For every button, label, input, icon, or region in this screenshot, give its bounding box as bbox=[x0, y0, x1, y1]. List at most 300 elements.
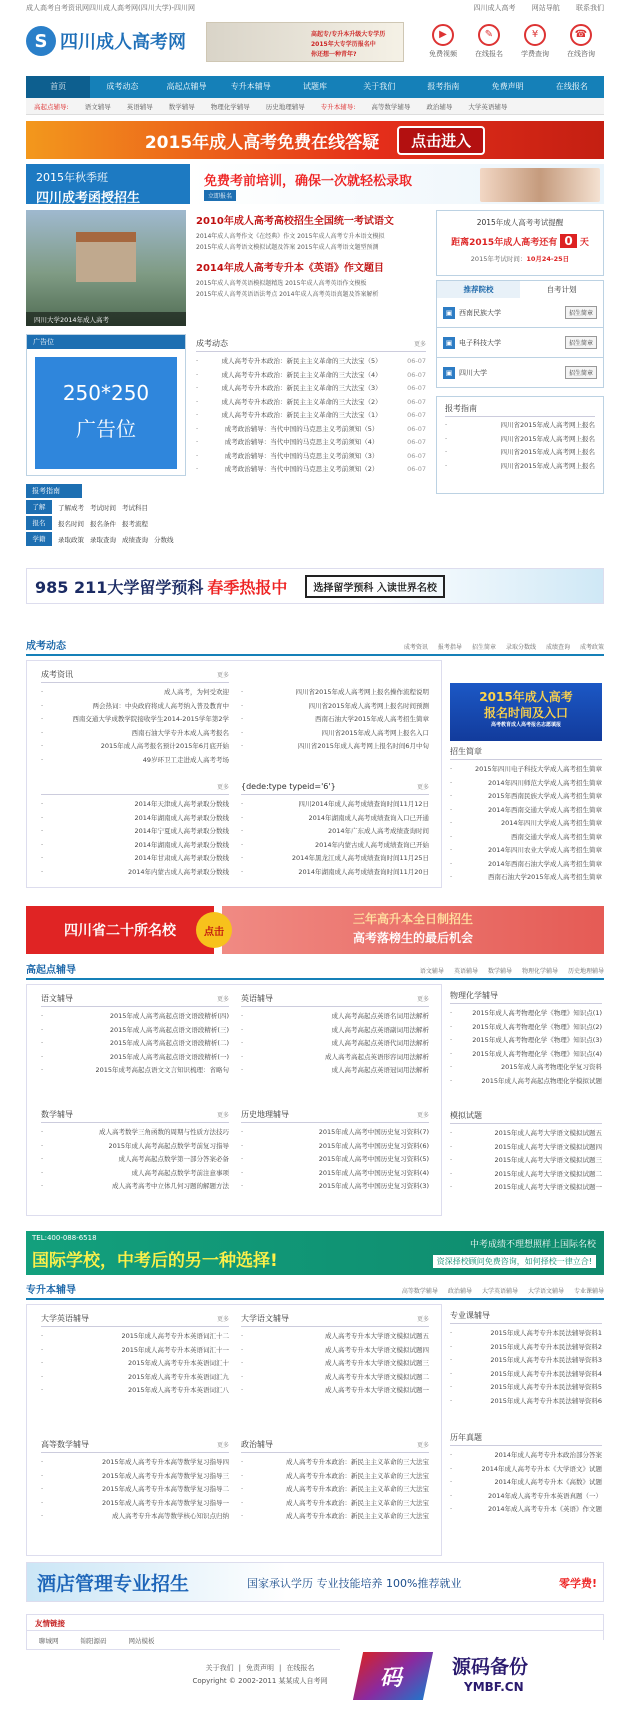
list-item[interactable] bbox=[241, 1330, 429, 1344]
more-link[interactable]: 更多 bbox=[416, 1112, 429, 1119]
list-item[interactable] bbox=[241, 1064, 429, 1078]
nav-item-guide[interactable]: 报考指南 bbox=[427, 82, 460, 91]
list-item-title: · 四川省2015年成人高考网上报名 bbox=[500, 421, 595, 429]
students-photo bbox=[480, 168, 600, 202]
guide-row-key: 报名 bbox=[26, 516, 52, 530]
signup-banner-b: 报名时间及入口 bbox=[483, 706, 568, 720]
list-item[interactable] bbox=[196, 355, 426, 369]
free-answer-button[interactable]: 点击进入 bbox=[397, 126, 485, 155]
list-item[interactable] bbox=[450, 1476, 602, 1490]
list-item[interactable] bbox=[450, 777, 602, 791]
nav-item-home[interactable]: 首页 bbox=[26, 76, 90, 98]
col-header bbox=[41, 1437, 229, 1453]
news-col-3 bbox=[41, 779, 229, 879]
footer-link[interactable]: 在线报名 bbox=[286, 1664, 315, 1672]
international-school-banner[interactable] bbox=[26, 1231, 604, 1275]
brochure-header bbox=[450, 744, 602, 760]
list-item[interactable] bbox=[41, 1024, 229, 1038]
list-item[interactable] bbox=[450, 1168, 602, 1182]
school-item[interactable] bbox=[436, 298, 604, 328]
gaoqi-box-2 bbox=[241, 991, 429, 1078]
list-item-title: · 成人高考高起点数学考前注意事项 bbox=[131, 1168, 229, 1177]
top-link-2[interactable]: 网站导航 bbox=[531, 4, 560, 12]
list-item-title: · 成人高考专升本政治：新民主主义革命的三大法宝 bbox=[286, 1498, 429, 1507]
list-item[interactable] bbox=[450, 1181, 602, 1195]
green-banner-b: 中考成绩不理想照样上国际名校 bbox=[469, 1240, 596, 1250]
more-link[interactable]: 更多 bbox=[416, 996, 429, 1003]
guide-link[interactable]: 了解成考 bbox=[58, 503, 84, 512]
more-link[interactable]: 更多 bbox=[216, 672, 229, 679]
section-tag[interactable]: 报考指导 bbox=[437, 644, 462, 651]
list-item[interactable] bbox=[241, 740, 429, 754]
campus-photo[interactable] bbox=[26, 210, 186, 326]
twenty-schools-banner[interactable] bbox=[26, 906, 604, 954]
recruit-slogan: 免费考前培训，确保一次就轻松录取 bbox=[204, 174, 413, 189]
list-item-title: · 2015年成人高考中国历史复习资料(7) bbox=[318, 1128, 429, 1136]
headline-sub[interactable]: 2015年成人高考语文模拟试题及答案 2015年成人高考语文题型预测 bbox=[196, 244, 379, 251]
recruit-banner[interactable] bbox=[26, 164, 604, 204]
list-item-title: · 2014年成人高考专升本英语真题（一） bbox=[487, 1491, 602, 1500]
zsb-box-3 bbox=[41, 1437, 229, 1524]
news-more-link[interactable]: 更多 bbox=[413, 341, 426, 348]
list-item[interactable] bbox=[241, 1371, 429, 1385]
section-tag[interactable]: 专业课辅导 bbox=[573, 1288, 604, 1295]
list-item-title: · 成人高考专升本大学语文模拟试题五 bbox=[325, 1332, 429, 1340]
campus-photo-caption: 四川大学2014年成人高考 bbox=[26, 312, 186, 326]
list-item[interactable] bbox=[41, 700, 229, 714]
nav-item-news[interactable]: 成考动态 bbox=[106, 82, 139, 91]
list-item[interactable] bbox=[41, 1330, 229, 1344]
headline-title-2[interactable]: 2014年成人高考专升本《英语》作文题目 bbox=[196, 263, 384, 274]
tab-recommended[interactable]: 推荐院校 bbox=[437, 281, 520, 298]
list-item[interactable] bbox=[241, 1153, 429, 1167]
list-item[interactable] bbox=[450, 804, 602, 818]
list-item[interactable] bbox=[41, 1483, 229, 1497]
quick-signup[interactable] bbox=[466, 24, 512, 59]
list-item[interactable] bbox=[445, 460, 595, 474]
list-item[interactable] bbox=[196, 423, 426, 437]
hotel-management-banner[interactable] bbox=[26, 1562, 604, 1602]
list-item[interactable] bbox=[41, 1344, 229, 1358]
list-item-title: · 2015年成人高考专升本英语词汇十 bbox=[127, 1359, 229, 1367]
nav-item-questions[interactable]: 试题库 bbox=[302, 82, 327, 91]
col-header bbox=[450, 988, 602, 1004]
list-item-date: 06-07 bbox=[407, 411, 426, 419]
list-item[interactable] bbox=[450, 1327, 602, 1341]
list-item-title: · 四川省2015年成人高考网上报名 bbox=[500, 434, 595, 443]
section-tag[interactable]: 物理化学辅导 bbox=[521, 968, 558, 975]
guide-link[interactable]: 分数线 bbox=[154, 535, 174, 544]
section-gaoqi-title bbox=[26, 962, 604, 980]
list-item-title: · 西南交通大学成人高考招生简章 bbox=[511, 832, 602, 841]
red-banner-click-button[interactable]: 点击 bbox=[196, 912, 232, 948]
nav-item-disclaimer[interactable]: 免费声明 bbox=[491, 82, 524, 91]
col-header bbox=[41, 991, 229, 1007]
header-banner[interactable] bbox=[206, 22, 404, 62]
list-item-title: · 2015年成人高考专升本英语词汇九 bbox=[127, 1372, 229, 1381]
video-icon: ▶ bbox=[432, 24, 454, 46]
subnav-item[interactable]: 高等数学辅导 bbox=[371, 102, 411, 111]
list-item-title: · 成人高考专升本政治：新民主主义革命的三大法宝（1） bbox=[221, 411, 382, 419]
more-link[interactable]: 更多 bbox=[216, 1442, 229, 1449]
list-item-title: · 成人高考高起点数学第一部分答案必备 bbox=[118, 1155, 229, 1163]
headline-title-1[interactable]: 2010年成人高考高校招生全国统一考试语文 bbox=[196, 216, 394, 227]
footer-link[interactable]: 关于我们 bbox=[205, 1664, 234, 1672]
list-item[interactable] bbox=[450, 1075, 602, 1089]
quick-online[interactable] bbox=[558, 24, 604, 59]
list-item-title: · 2015年成人高考专升本民法辅导资料1 bbox=[490, 1329, 602, 1337]
list-item-title: · 2015年成人高考专升本英语词汇十二 bbox=[121, 1332, 229, 1340]
section-tag[interactable]: 成绩查询 bbox=[545, 644, 570, 651]
list-item[interactable] bbox=[241, 825, 429, 839]
news-col-1 bbox=[41, 667, 229, 767]
list-item[interactable] bbox=[41, 1510, 229, 1524]
list-item[interactable] bbox=[41, 1384, 229, 1398]
red-banner-left: 四川省二十所名校 bbox=[26, 906, 214, 954]
school-brochure-button[interactable]: 招生简章 bbox=[565, 306, 597, 319]
friend-link[interactable]: 网站模板 bbox=[128, 1637, 155, 1645]
subnav-item[interactable]: 数学辅导 bbox=[168, 102, 195, 111]
nav-item-about[interactable]: 关于我们 bbox=[363, 82, 396, 91]
list-item[interactable] bbox=[41, 1167, 229, 1181]
list-item[interactable] bbox=[41, 713, 229, 727]
price-icon: ¥ bbox=[524, 24, 546, 46]
list-item[interactable] bbox=[450, 1490, 602, 1504]
col-header bbox=[41, 667, 229, 683]
list-item[interactable] bbox=[450, 763, 602, 777]
list-item-title: · 2015年成人高考专升本英语词汇十一 bbox=[121, 1345, 229, 1354]
guide-link[interactable]: 录取查询 bbox=[90, 535, 116, 544]
quick-online-label: 在线咨询 bbox=[567, 50, 595, 58]
subnav-item[interactable]: 政治辅导 bbox=[426, 102, 453, 111]
list-item[interactable] bbox=[196, 409, 426, 423]
guide-right bbox=[436, 396, 604, 494]
footer-link[interactable]: 免责声明 bbox=[246, 1664, 274, 1672]
list-item[interactable] bbox=[41, 1470, 229, 1484]
exam-countdown-line bbox=[437, 234, 603, 248]
free-answer-banner[interactable] bbox=[26, 121, 604, 159]
section-tags bbox=[410, 966, 604, 978]
more-link[interactable]: 更多 bbox=[416, 784, 429, 791]
col-title: 大学英语辅导 bbox=[41, 1314, 89, 1323]
free-answer-text: 2015年成人高考免费在线答疑 bbox=[144, 132, 380, 153]
list-item-title: · 2014年湖南成人高考录取分数线 bbox=[134, 840, 229, 849]
list-item[interactable] bbox=[241, 798, 429, 812]
list-item[interactable] bbox=[450, 858, 602, 872]
list-item-title: · 2014年甘肃成人高考录取分数线 bbox=[134, 854, 229, 862]
top-link-1[interactable]: 四川成人高考 bbox=[473, 4, 516, 12]
subnav-item[interactable]: 大学英语辅导 bbox=[468, 102, 508, 111]
list-item[interactable] bbox=[196, 382, 426, 396]
list-item[interactable] bbox=[241, 1470, 429, 1484]
list-item[interactable] bbox=[450, 1141, 602, 1155]
section-tag[interactable]: 大学语文辅导 bbox=[527, 1288, 564, 1295]
list-item[interactable] bbox=[41, 1037, 229, 1051]
site-logo[interactable] bbox=[26, 26, 186, 56]
online-icon: ☎ bbox=[570, 24, 592, 46]
headline-sub[interactable]: 2014年成人高考作文《在经典》作文 2015年成人高考专升本语文模拟 bbox=[196, 233, 385, 240]
section-tags bbox=[392, 1286, 604, 1298]
list-item[interactable] bbox=[41, 798, 229, 812]
footer-copyright: Copyright © 2002-2011 某某成人自考网 bbox=[192, 1677, 328, 1685]
list-item[interactable] bbox=[41, 1064, 229, 1078]
list-item-title: · 2015年成人高考中国历史复习资料(3) bbox=[318, 1182, 429, 1190]
list-item[interactable] bbox=[450, 1395, 602, 1409]
guide-right-list bbox=[445, 419, 595, 473]
section-tag[interactable]: 招生简章 bbox=[471, 644, 496, 651]
list-item[interactable] bbox=[41, 1051, 229, 1065]
list-item[interactable] bbox=[241, 1126, 429, 1140]
list-item[interactable] bbox=[41, 1140, 229, 1154]
exam-countdown-prefix: 距离2015年成人高考还有 bbox=[451, 238, 558, 248]
col-title: 大学语文辅导 bbox=[241, 1314, 289, 1323]
list-item[interactable] bbox=[41, 812, 229, 826]
guide-link[interactable]: 考试科目 bbox=[122, 503, 148, 512]
list-item[interactable] bbox=[241, 1024, 429, 1038]
top-link-3[interactable]: 联系我们 bbox=[576, 4, 604, 12]
list-item[interactable] bbox=[41, 1153, 229, 1167]
exam-date: 10月24-25日 bbox=[526, 255, 570, 263]
friend-links-title: 友情链接 bbox=[27, 1615, 603, 1631]
more-link[interactable]: 更多 bbox=[216, 1112, 229, 1119]
list-item[interactable] bbox=[241, 1384, 429, 1398]
more-link[interactable]: 更多 bbox=[216, 1316, 229, 1323]
section-zhuansheng-title bbox=[26, 1282, 604, 1300]
study-abroad-banner[interactable] bbox=[26, 568, 604, 604]
section-title: 专升本辅导 bbox=[26, 1285, 76, 1296]
list-item-title: · 成考政治辅导：当代中国的马克思主义考前须知（4） bbox=[224, 438, 379, 446]
recruit-season: 2015年秋季班 bbox=[36, 171, 108, 184]
nav-item-zhuansheng[interactable]: 专升本辅导 bbox=[230, 82, 271, 91]
guide-link[interactable]: 报名时间 bbox=[58, 519, 84, 528]
list-item[interactable] bbox=[445, 433, 595, 447]
list-item[interactable] bbox=[196, 436, 426, 450]
list-item[interactable] bbox=[41, 825, 229, 839]
subnav-item[interactable]: 物理化学辅导 bbox=[210, 102, 250, 111]
ad-placeholder[interactable] bbox=[35, 357, 177, 469]
list-item[interactable] bbox=[241, 700, 429, 714]
section-title: 成考动态 bbox=[26, 641, 66, 652]
watermark-text: 源码备份 bbox=[452, 1656, 529, 1678]
list-item-title: · 2014年成人高考专升本《英语》作文题 bbox=[487, 1505, 602, 1513]
list-item[interactable] bbox=[241, 1357, 429, 1371]
list-item[interactable] bbox=[450, 1127, 602, 1141]
list-item[interactable] bbox=[241, 1010, 429, 1024]
list-item[interactable] bbox=[450, 817, 602, 831]
list-item[interactable] bbox=[41, 839, 229, 853]
top-bar bbox=[26, 0, 604, 16]
list-item[interactable] bbox=[450, 1463, 602, 1477]
list-item-title: · 2015年四川电子科技大学成人高考招生简章 bbox=[474, 765, 602, 773]
list-item[interactable] bbox=[445, 419, 595, 433]
section-tag[interactable]: 录取分数线 bbox=[505, 644, 536, 651]
friend-link[interactable]: 聊城网 bbox=[39, 1637, 59, 1645]
list-item[interactable] bbox=[241, 1497, 429, 1511]
list-item-title: · 2014年内蒙古成人高考录取分数线 bbox=[127, 867, 229, 876]
tab-plan[interactable]: 自考计划 bbox=[546, 285, 577, 294]
list-item[interactable] bbox=[241, 1167, 429, 1181]
nav-item-gaoqi[interactable]: 高起点辅导 bbox=[166, 82, 207, 91]
list-item[interactable] bbox=[41, 1497, 229, 1511]
list-item[interactable] bbox=[41, 754, 229, 768]
green-banner-c: 资深择校顾问免费咨询，如何择校一律立合! bbox=[433, 1255, 596, 1268]
list-item[interactable] bbox=[241, 686, 429, 700]
list-item-title: · 成人高考专升本政治：新民主主义革命的三大法宝（5） bbox=[221, 357, 382, 365]
section-tag[interactable]: 英语辅导 bbox=[453, 968, 478, 975]
green-banner-a: 国际学校，中考后的另一种选择! bbox=[32, 1251, 278, 1271]
list-item[interactable] bbox=[196, 463, 426, 477]
list-item[interactable] bbox=[241, 713, 429, 727]
school-item[interactable] bbox=[436, 358, 604, 388]
quick-video[interactable] bbox=[420, 24, 466, 59]
list-item-title: · 2014年湖南成人高考录取分数线 bbox=[134, 813, 229, 822]
headline-sub[interactable]: 2015年成人高考英语模拟题精选 2015年成人高考英语作文模板 bbox=[196, 280, 367, 287]
list-item-title: · 2014年黑龙江成人高考成绩查询时间11月25日 bbox=[291, 854, 429, 862]
subnav-item[interactable]: 历史地理辅导 bbox=[265, 102, 305, 111]
past-exams-box bbox=[450, 1430, 602, 1517]
list-item[interactable] bbox=[241, 1344, 429, 1358]
list-item[interactable] bbox=[450, 1449, 602, 1463]
list-item[interactable] bbox=[41, 727, 229, 741]
list-item[interactable] bbox=[41, 1010, 229, 1024]
list-item[interactable] bbox=[450, 1007, 602, 1021]
school-name: 四川大学 bbox=[459, 368, 487, 377]
friend-link[interactable]: 锦阳源码 bbox=[80, 1637, 107, 1645]
list-item[interactable] bbox=[41, 866, 229, 880]
list-item[interactable] bbox=[241, 1483, 429, 1497]
signup-time-banner[interactable] bbox=[450, 683, 602, 741]
list-item-title: · 2014年湖南成人高考成绩查询入口已开通 bbox=[308, 813, 429, 822]
list-item[interactable] bbox=[450, 1341, 602, 1355]
list-item[interactable] bbox=[445, 446, 595, 460]
section-tag[interactable]: 政治辅导 bbox=[447, 1288, 472, 1295]
school-item[interactable] bbox=[436, 328, 604, 358]
list-item-title: · 2015年成人高考报名预计2015年6月底开始 bbox=[100, 742, 229, 750]
guide-link[interactable]: 报名条件 bbox=[90, 519, 116, 528]
quick-links bbox=[420, 24, 604, 59]
list-item[interactable] bbox=[450, 790, 602, 804]
list-item-title: · 2015年成人高考中国历史复习资料(5) bbox=[318, 1155, 429, 1163]
list-item-title: · 成考政治辅导：当代中国的马克思主义考前须知（5） bbox=[224, 424, 379, 433]
subnav-item[interactable]: 英语辅导 bbox=[126, 102, 153, 111]
more-link[interactable]: 更多 bbox=[416, 1316, 429, 1323]
list-item[interactable] bbox=[41, 1456, 229, 1470]
guide-link[interactable]: 报考流程 bbox=[122, 519, 148, 528]
list-item[interactable] bbox=[450, 1021, 602, 1035]
more-link[interactable]: 更多 bbox=[416, 1442, 429, 1449]
news-list bbox=[196, 355, 426, 477]
col-list bbox=[450, 1007, 602, 1088]
school-brochure-button[interactable]: 招生简章 bbox=[565, 366, 597, 379]
list-item[interactable] bbox=[241, 839, 429, 853]
list-item[interactable] bbox=[41, 686, 229, 700]
list-item[interactable] bbox=[41, 740, 229, 754]
subnav-item[interactable]: 语文辅导 bbox=[84, 102, 111, 111]
list-item[interactable] bbox=[241, 852, 429, 866]
list-item-title: · 2014年成人高考专升本《高数》试题 bbox=[494, 1478, 602, 1486]
list-item-title: · 2015年成人高考专升本民法辅导资料3 bbox=[490, 1356, 602, 1364]
list-item[interactable] bbox=[41, 1126, 229, 1140]
list-item-title: · 成人高考专升本大学语文模拟试题四 bbox=[325, 1345, 429, 1354]
list-item[interactable] bbox=[450, 1061, 602, 1075]
list-item[interactable] bbox=[196, 369, 426, 383]
list-item-title: · 2015年成人高考专升本高等数学复习指导二 bbox=[101, 1485, 229, 1493]
section-tag[interactable]: 成考资讯 bbox=[403, 644, 428, 651]
list-item[interactable] bbox=[196, 396, 426, 410]
col-header bbox=[41, 779, 229, 795]
list-item[interactable] bbox=[41, 1357, 229, 1371]
section-tag[interactable]: 数学辅导 bbox=[487, 968, 512, 975]
list-item[interactable] bbox=[450, 831, 602, 845]
quick-video-label: 免费视频 bbox=[429, 50, 457, 58]
list-item[interactable] bbox=[41, 1371, 229, 1385]
recruit-button[interactable]: 立即报名 bbox=[204, 190, 236, 201]
section-tag[interactable]: 高等数学辅导 bbox=[401, 1288, 438, 1295]
guide-link[interactable]: 录取政策 bbox=[58, 535, 84, 544]
list-item[interactable] bbox=[41, 1180, 229, 1194]
ad-box bbox=[26, 334, 186, 476]
list-item[interactable] bbox=[450, 1048, 602, 1062]
list-item[interactable] bbox=[450, 1381, 602, 1395]
brochure-list bbox=[450, 763, 602, 885]
list-item[interactable] bbox=[241, 727, 429, 741]
list-item[interactable] bbox=[41, 852, 229, 866]
list-item[interactable] bbox=[241, 1140, 429, 1154]
list-item-title: · 2015年成人高考高起点语文语段精析(四) bbox=[109, 1012, 229, 1020]
list-item[interactable] bbox=[450, 1368, 602, 1382]
quick-price[interactable] bbox=[512, 24, 558, 59]
header-banner-line3: 你还想一种青年? bbox=[311, 51, 357, 58]
section-tag[interactable]: 语文辅导 bbox=[419, 968, 444, 975]
col-list bbox=[450, 1327, 602, 1408]
signup-icon: ✎ bbox=[478, 24, 500, 46]
more-link[interactable]: 更多 bbox=[216, 996, 229, 1003]
list-item[interactable] bbox=[241, 1037, 429, 1051]
school-tabs bbox=[436, 280, 604, 298]
headline-sub[interactable]: 2015年成人高考英语语法考点 2014年成人高考英语真题及答案解析 bbox=[196, 291, 379, 298]
col-header bbox=[41, 1107, 229, 1123]
list-item-date: 06-07 bbox=[407, 370, 426, 379]
list-item[interactable] bbox=[241, 866, 429, 880]
red-banner-right bbox=[222, 906, 604, 954]
guide-right-title: 报考指南 bbox=[445, 404, 477, 413]
list-item[interactable] bbox=[241, 812, 429, 826]
section-tag[interactable]: 成考政策 bbox=[579, 644, 604, 651]
list-item[interactable] bbox=[450, 1503, 602, 1517]
list-item[interactable] bbox=[241, 1456, 429, 1470]
list-item[interactable] bbox=[450, 871, 602, 885]
school-brochure-button[interactable]: 招生简章 bbox=[565, 336, 597, 349]
nav-item-signup[interactable]: 在线报名 bbox=[555, 82, 588, 91]
news-section bbox=[196, 336, 426, 477]
list-item[interactable] bbox=[450, 1154, 602, 1168]
list-item[interactable] bbox=[450, 844, 602, 858]
list-item-title: · 西南石油大学2015年成人高考招生简章 bbox=[487, 873, 602, 881]
list-item[interactable] bbox=[450, 1354, 602, 1368]
list-item-title: · 2015年成人高考高起点数学考前复习指导 bbox=[108, 1141, 229, 1150]
section-tag[interactable]: 大学英语辅导 bbox=[481, 1288, 518, 1295]
section-tag[interactable]: 历史地理辅导 bbox=[567, 968, 604, 975]
main-nav bbox=[26, 76, 604, 98]
guide-link[interactable]: 成绩查询 bbox=[122, 535, 148, 544]
list-item[interactable] bbox=[241, 1051, 429, 1065]
more-link[interactable]: 更多 bbox=[216, 784, 229, 791]
list-item[interactable] bbox=[450, 1034, 602, 1048]
list-item[interactable] bbox=[196, 450, 426, 464]
list-item[interactable] bbox=[241, 1510, 429, 1524]
guide-link[interactable]: 考试时间 bbox=[90, 503, 116, 512]
list-item[interactable] bbox=[241, 1180, 429, 1194]
